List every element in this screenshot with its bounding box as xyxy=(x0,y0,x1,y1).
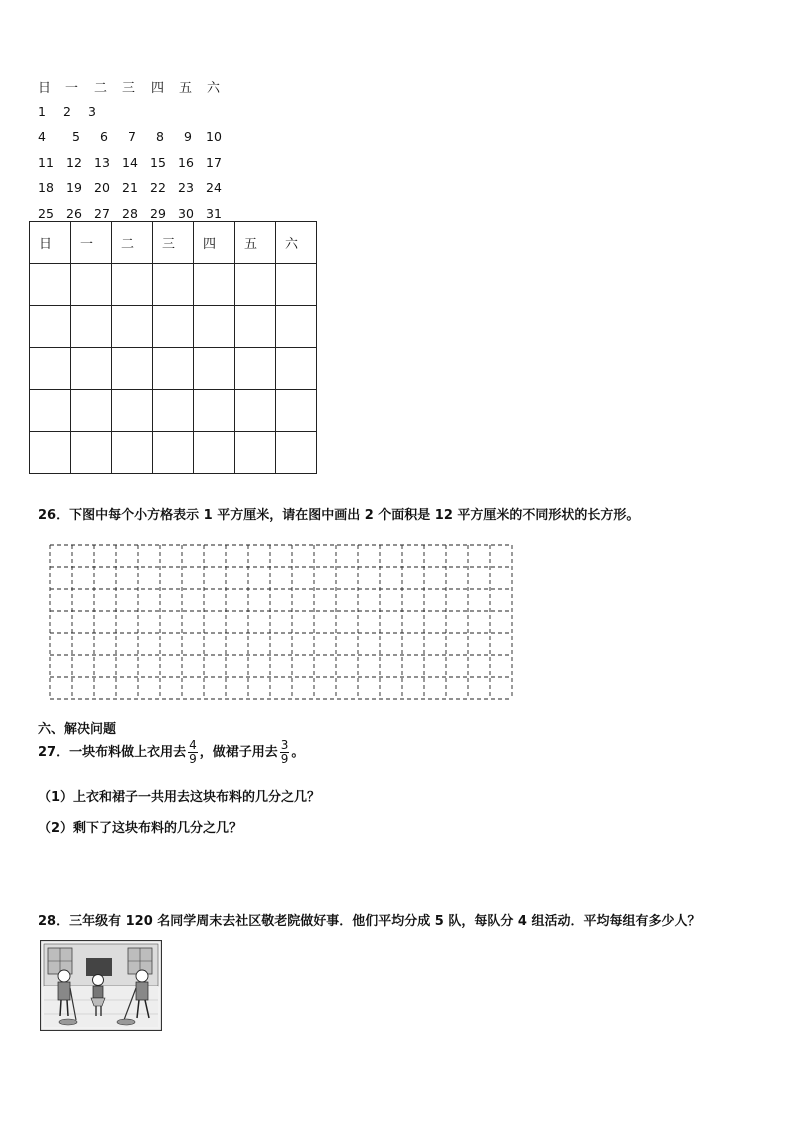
blank-cell[interactable] xyxy=(235,348,276,390)
blank-cell[interactable] xyxy=(71,432,112,474)
blank-cell[interactable] xyxy=(153,432,194,474)
calendar-day: 3 xyxy=(88,104,96,119)
blank-cell[interactable] xyxy=(235,432,276,474)
question-27-suffix: 。 xyxy=(291,745,305,760)
fraction-four-ninths xyxy=(188,739,198,766)
blank-cell[interactable] xyxy=(153,306,194,348)
blank-cell[interactable] xyxy=(194,264,235,306)
blank-cell[interactable] xyxy=(235,306,276,348)
calendar-day: 4 xyxy=(38,129,46,144)
blank-cell[interactable] xyxy=(235,264,276,306)
blank-cell[interactable] xyxy=(194,432,235,474)
blank-cell[interactable] xyxy=(30,432,71,474)
fraction-three-ninths xyxy=(280,739,290,766)
calendar-day: 19 xyxy=(66,180,82,195)
blank-cell[interactable] xyxy=(153,264,194,306)
calendar-day: 7 xyxy=(128,129,136,144)
blank-cell[interactable] xyxy=(112,348,153,390)
blank-cell[interactable] xyxy=(153,348,194,390)
blank-cell[interactable] xyxy=(112,264,153,306)
calendar-day: 5 xyxy=(72,129,80,144)
calendar-day: 29 xyxy=(150,206,166,221)
blank-cell[interactable] xyxy=(112,432,153,474)
calendar-day: 10 xyxy=(206,129,222,144)
blank-cell[interactable] xyxy=(194,348,235,390)
question-28-text: 28．三年级有 120 名同学周末去社区敬老院做好事．他们平均分成 5 队，每队分 4 组活动．平均每组有多少人？ xyxy=(38,914,701,929)
blank-cell[interactable] xyxy=(276,432,317,474)
section-title: 六、解决问题 xyxy=(38,722,117,737)
blank-cell[interactable] xyxy=(194,390,235,432)
calendar-day: 1 xyxy=(38,104,46,119)
weekday-cell: 二 xyxy=(112,222,153,264)
weekday-label: 六 xyxy=(207,81,221,96)
calendar-day: 14 xyxy=(122,155,138,170)
blank-cell[interactable] xyxy=(276,264,317,306)
calendar-day: 26 xyxy=(66,206,82,221)
blank-cell[interactable] xyxy=(71,264,112,306)
weekday-cell: 一 xyxy=(71,222,112,264)
weekday-label: 一 xyxy=(65,81,79,96)
weekday-cell: 三 xyxy=(153,222,194,264)
calendar-table-row xyxy=(30,306,317,348)
calendar-day: 30 xyxy=(178,206,194,221)
question-27-part-2: （2）剩下了这块布料的几分之几？ xyxy=(38,821,243,836)
blank-cell[interactable] xyxy=(30,264,71,306)
weekday-label: 二 xyxy=(94,81,108,96)
calendar-table-row xyxy=(30,432,317,474)
question-27-text xyxy=(38,739,304,766)
blank-cell[interactable] xyxy=(30,390,71,432)
blank-cell[interactable] xyxy=(30,306,71,348)
weekday-cell: 日 xyxy=(30,222,71,264)
blank-calendar-table xyxy=(29,221,317,474)
calendar-day: 2 xyxy=(63,104,71,119)
weekday-cell: 四 xyxy=(194,222,235,264)
calendar-day: 8 xyxy=(156,129,164,144)
blank-cell[interactable] xyxy=(235,390,276,432)
question-26-text: 26．下图中每个小方格表示 1 平方厘米，请在图中画出 2 个面积是 12 平方厘米的不同形状的长方形。 xyxy=(38,508,640,523)
students-sweeping-illustration xyxy=(40,940,162,1031)
weekday-label: 三 xyxy=(122,81,136,96)
calendar-table-row xyxy=(30,348,317,390)
calendar-table-header xyxy=(30,222,317,264)
calendar-day: 21 xyxy=(122,180,138,195)
blank-cell[interactable] xyxy=(112,390,153,432)
blank-cell[interactable] xyxy=(71,306,112,348)
blank-cell[interactable] xyxy=(276,306,317,348)
blank-cell[interactable] xyxy=(194,306,235,348)
calendar-day: 25 xyxy=(38,206,54,221)
calendar-day: 24 xyxy=(206,180,222,195)
weekday-cell: 六 xyxy=(276,222,317,264)
fraction-numerator: 3 xyxy=(280,738,289,752)
calendar-day: 11 xyxy=(38,155,54,170)
blank-cell[interactable] xyxy=(153,390,194,432)
question-27-middle: ，做裙子用去 xyxy=(199,745,278,760)
blank-cell[interactable] xyxy=(276,390,317,432)
dashed-square-grid[interactable] xyxy=(48,543,516,701)
calendar-day: 16 xyxy=(178,155,194,170)
question-27-prefix: 27．一块布料做上衣用去 xyxy=(38,745,187,760)
calendar-day: 18 xyxy=(38,180,54,195)
blank-cell[interactable] xyxy=(30,348,71,390)
weekday-cell: 五 xyxy=(235,222,276,264)
calendar-table-row xyxy=(30,390,317,432)
weekday-label: 日 xyxy=(38,81,52,96)
calendar-day: 6 xyxy=(100,129,108,144)
fraction-denominator: 9 xyxy=(280,752,289,766)
calendar-day: 23 xyxy=(178,180,194,195)
fraction-denominator: 9 xyxy=(189,752,197,766)
fraction-numerator: 4 xyxy=(189,738,197,752)
weekday-label: 五 xyxy=(179,81,193,96)
calendar-day: 12 xyxy=(66,155,82,170)
calendar-day: 9 xyxy=(184,129,192,144)
blank-cell[interactable] xyxy=(71,348,112,390)
calendar-table-row xyxy=(30,264,317,306)
blank-cell[interactable] xyxy=(71,390,112,432)
calendar-day: 28 xyxy=(122,206,138,221)
calendar-day: 22 xyxy=(150,180,166,195)
question-27-part-1: （1）上衣和裙子一共用去这块布料的几分之几？ xyxy=(38,790,321,805)
blank-cell[interactable] xyxy=(276,348,317,390)
calendar-day: 15 xyxy=(150,155,166,170)
calendar-day: 13 xyxy=(94,155,110,170)
calendar-day: 17 xyxy=(206,155,222,170)
weekday-label: 四 xyxy=(151,81,165,96)
calendar-day: 27 xyxy=(94,206,110,221)
calendar-day: 20 xyxy=(94,180,110,195)
blank-cell[interactable] xyxy=(112,306,153,348)
calendar-day: 31 xyxy=(206,206,222,221)
